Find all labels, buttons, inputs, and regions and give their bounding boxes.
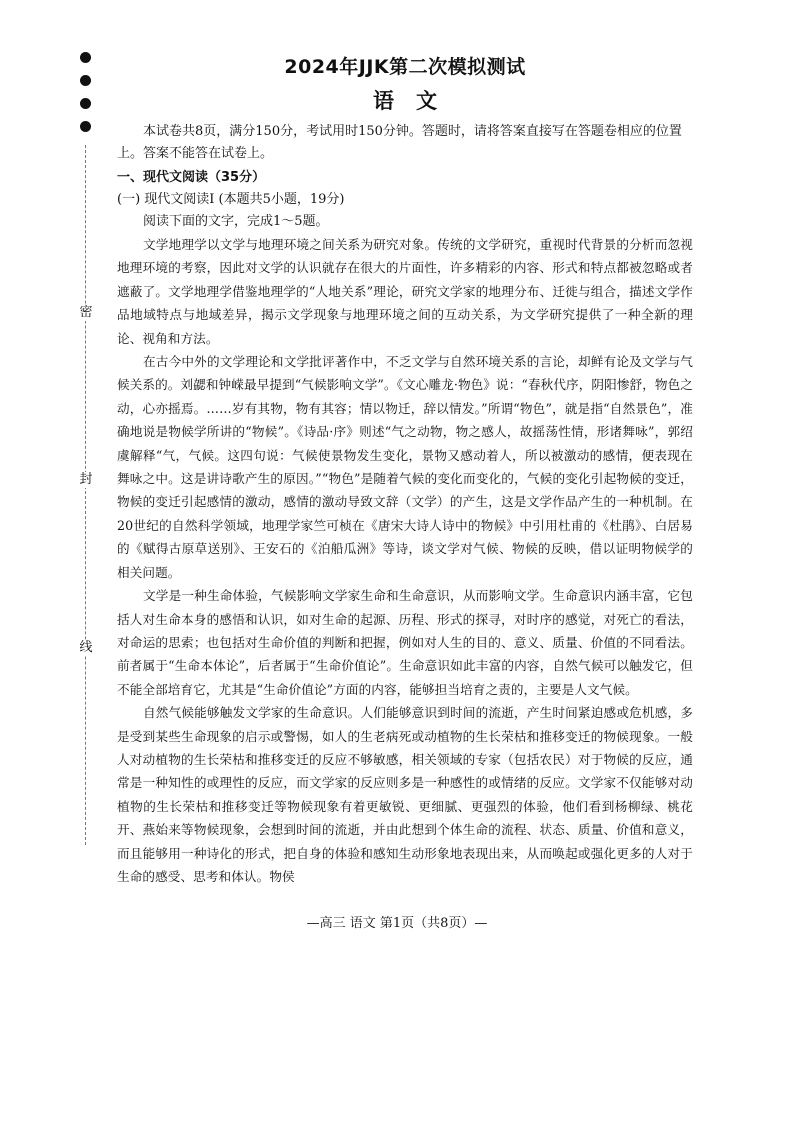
reading-instruction: 阅读下面的文字，完成1～5题。 [143,214,329,229]
page-footer: —高三 语文 第1页（共8页）— [306,916,488,931]
exam-page [117,52,693,888]
exam-title: 2024年JJK第二次模拟测试 [284,56,526,78]
seal-char-feng: 封 [79,472,93,487]
subject-title: 语文 [373,89,459,113]
passage-paragraph: 自然气候能够触发文学家的生命意识。人们能够意识到时间的流逝，产生时间紧迫感或危机感，多是受到某些生命现象的启示或警惕，如人的生老病死或动植物的生长荣枯和推移变迁的物候现象。一般人对动植物的生长荣枯和推移变迁的反应不够敏感，相关领域的专家（包括农民）对于物候的反应，通常是一种知性的或理性的反应，而文学家的反应则多是一种感性的或情绪的反应。文学家不仅能够对动植物的生长荣枯和推移变迁等物候现象有着更敏锐、更细腻、更强烈的体验，他们看到杨柳绿、桃花开、燕始来等物候现象，会想到时间的流逝，并由此想到个体生命的流程、状态、质量、价值和意义，而且能够用一种诗化的形式，把自身的体验和感知生动形象地表现出来，从而唤起或强化更多的人对于生命的感受、思考和体认。物侯 [117,705,693,884]
binding-dot [80,52,91,63]
section-heading: 一、现代文阅读（35分） [117,170,266,185]
passage-paragraph: 文学是一种生命体验，气候影响文学家生命和生命意识，从而影响文学。生命意识内涵丰富，它包括人对生命本身的感悟和认识，如对生命的起源、历程、形式的探寻，对时序的感觉，对死亡的看法，对命运的思索；也包括对生命价值的判断和把握，例如对人生的目的、意义、质量、价值的不同看法。前者属于“生命本体论”，后者属于“生命价值论”。生命意识如此丰富的内容，自然气候可以触发它，但不能全部培育它，尤其是“生命价值论”方面的内容，能够担当培育之责的，主要是人文气候。 [117,588,693,697]
passage-paragraph: 在古今中外的文学理论和文学批评著作中，不乏文学与自然环境关系的言论，却鲜有论及文学与气候关系的。刘勰和钟嵘最早提到“气候影响文学”。《文心雕龙·物色》说：“春秋代序，阴阳惨舒，物色之动，心亦摇焉。……岁有其物，物有其容；情以物迁，辞以情发。”所谓“物色”，就是指“自然景色”，准确地说是物候学所讲的“物候”。《诗品·序》则述“气之动物，物之感人，故摇荡性情，形诸舞咏”，郭绍虞解释“气，气候。这四句说：气候使景物发生变化，景物又感动着人，所以被激动的感情，便表现在舞咏之中。这是讲诗歌产生的原因。”“物色”是随着气候的变化而变化的，气候的变化引起物候的变迁，物候的变迁引起感情的激动，感情的激动导致文辞（文学）的产生，这是文学作品产生的一种机制。在20世纪的自然科学领域，地理学家竺可桢在《唐宋大诗人诗中的物候》中引用杜甫的《杜鹃》、白居易的《赋得古原草送别》、王安石的《泊船瓜洲》等诗，谈文学对气候、物候的反映，借以证明物候学的相关问题。 [117,354,693,580]
binding-dot [80,121,91,132]
seal-char-mi: 密 [79,305,93,320]
subsection-heading: (一) 现代文阅读Ⅰ (本题共5小题，19分) [117,192,345,207]
binding-margin [0,0,110,1123]
exam-notice: 本试卷共8页，满分150分，考试用时150分钟。答题时，请将答案直接写在答题卷相应的位置上。答案不能答在试卷上。 [117,124,682,161]
seal-line [85,145,86,845]
passage-paragraph: 文学地理学以文学与地理环境之间关系为研究对象。传统的文学研究，重视时代背景的分析而忽视地理环境的考察，因此对文学的认识就存在很大的片面性，许多精彩的内容、形式和特点都被忽略或者遮蔽了。文学地理学借鉴地理学的“人地关系”理论，研究文学家的地理分布、迁徙与组合，描述文学作品地域特点与地域差异，揭示文学现象与地理环境之间的互动关系，为文学研究提供了一种全新的理论、视角和方法。 [117,237,693,346]
binding-dot [80,75,91,86]
seal-char-xian: 线 [79,640,93,655]
binding-dot [80,98,91,109]
